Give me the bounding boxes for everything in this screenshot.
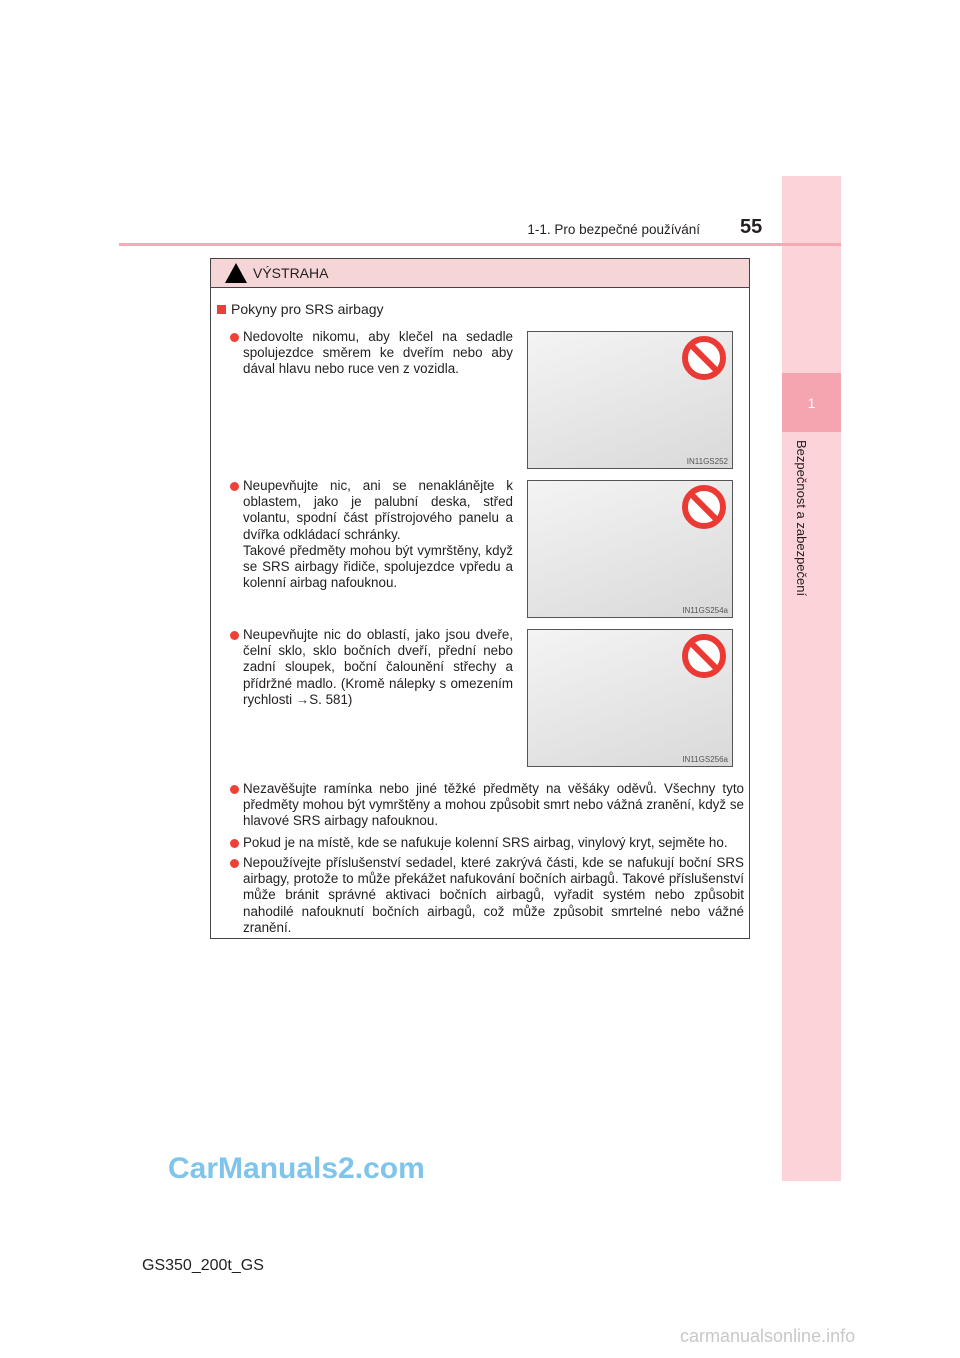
subtitle-text: Pokyny pro SRS airbagy — [231, 301, 384, 317]
warning-header — [211, 259, 749, 288]
item-text: Pokud je na místě, kde se nafukuje kolenní SRS airbag, vinylový kryt, sejměte ho. — [243, 835, 728, 850]
warning-title: VÝSTRAHA — [253, 265, 329, 281]
prohibited-icon — [682, 485, 726, 529]
breadcrumb: 1-1. Pro bezpečné používání — [527, 222, 700, 237]
model-code: GS350_200t_GS — [142, 1257, 264, 1274]
bullet-icon — [230, 859, 239, 868]
image-code: IN11GS254a — [682, 606, 728, 615]
chapter-tab: 1 — [782, 373, 841, 432]
header-divider — [119, 243, 841, 246]
site-watermark: carmanualsonline.info — [680, 1326, 856, 1346]
bullet-icon — [230, 482, 239, 491]
illustration-interior — [527, 629, 733, 767]
square-bullet-icon — [217, 305, 226, 314]
item-text: Neupevňujte nic do oblastí, jako jsou dveře, čelní sklo, sklo bočních dveří, přední nebo zadní sloupek, boční čalounění střechy a přídržné madlo. (Kromě nálepky s omezením rychlosti →S. 581) — [243, 627, 513, 707]
list-item — [243, 478, 513, 591]
warning-icon — [225, 263, 247, 283]
watermark-logo: CarManuals2.com — [168, 1152, 425, 1185]
item-text: Neupevňujte nic, ani se nenaklánějte k oblastem, jako je palubní deska, střed volantu, spodní část přístrojového panelu a dvířka odkládací schránky. — [243, 478, 513, 542]
item-text: Nezavěšujte ramínka nebo jiné těžké předměty na věšáky oděvů. Všechny tyto předměty mohou být vymrštěny a mohou způsobit smrt nebo vážná zranění, když se hlavové SRS airbagy nafouknou. — [243, 781, 744, 829]
prohibited-icon — [682, 634, 726, 678]
section-subtitle — [217, 301, 384, 317]
item-text-extra: Takové předměty mohou být vymrštěny, když se SRS airbagy řidiče, spolujezdce vpředu a kolenní airbag nafouknou. — [243, 542, 513, 591]
bullet-icon — [230, 631, 239, 640]
list-item — [243, 627, 513, 708]
list-item — [243, 855, 744, 936]
list-item — [243, 835, 744, 851]
list-item — [243, 781, 744, 830]
illustration-kneeling — [527, 331, 733, 469]
image-code: IN11GS252 — [686, 457, 728, 466]
item-text: Nedovolte nikomu, aby klečel na sedadle spolujezdce směrem ke dveřím nebo aby dával hlavu nebo ruce ven z vozidla. — [243, 329, 513, 377]
side-strip — [782, 176, 841, 1181]
illustration-dashboard — [527, 480, 733, 618]
page-number: 55 — [740, 216, 763, 238]
warning-box — [210, 258, 750, 939]
bullet-icon — [230, 333, 239, 342]
bullet-icon — [230, 839, 239, 848]
list-item — [243, 329, 513, 378]
item-text: Nepoužívejte příslušenství sedadel, které zakrývá části, kde se nafukují boční SRS airbagy, protože to může překážet nafukování bočních airbagů. Takové příslušenství může bránit správné aktivaci bočních airbagů, vyřadit systém nebo způsobit nahodilé nafouknutí bočních airbagů, což může způsobit smrtelné nebo vážné zranění. — [243, 855, 744, 935]
prohibited-icon — [682, 336, 726, 380]
chapter-label: Bezpečnost a zabezpečení — [794, 440, 809, 597]
image-code: IN11GS256a — [682, 755, 728, 764]
bullet-icon — [230, 785, 239, 794]
